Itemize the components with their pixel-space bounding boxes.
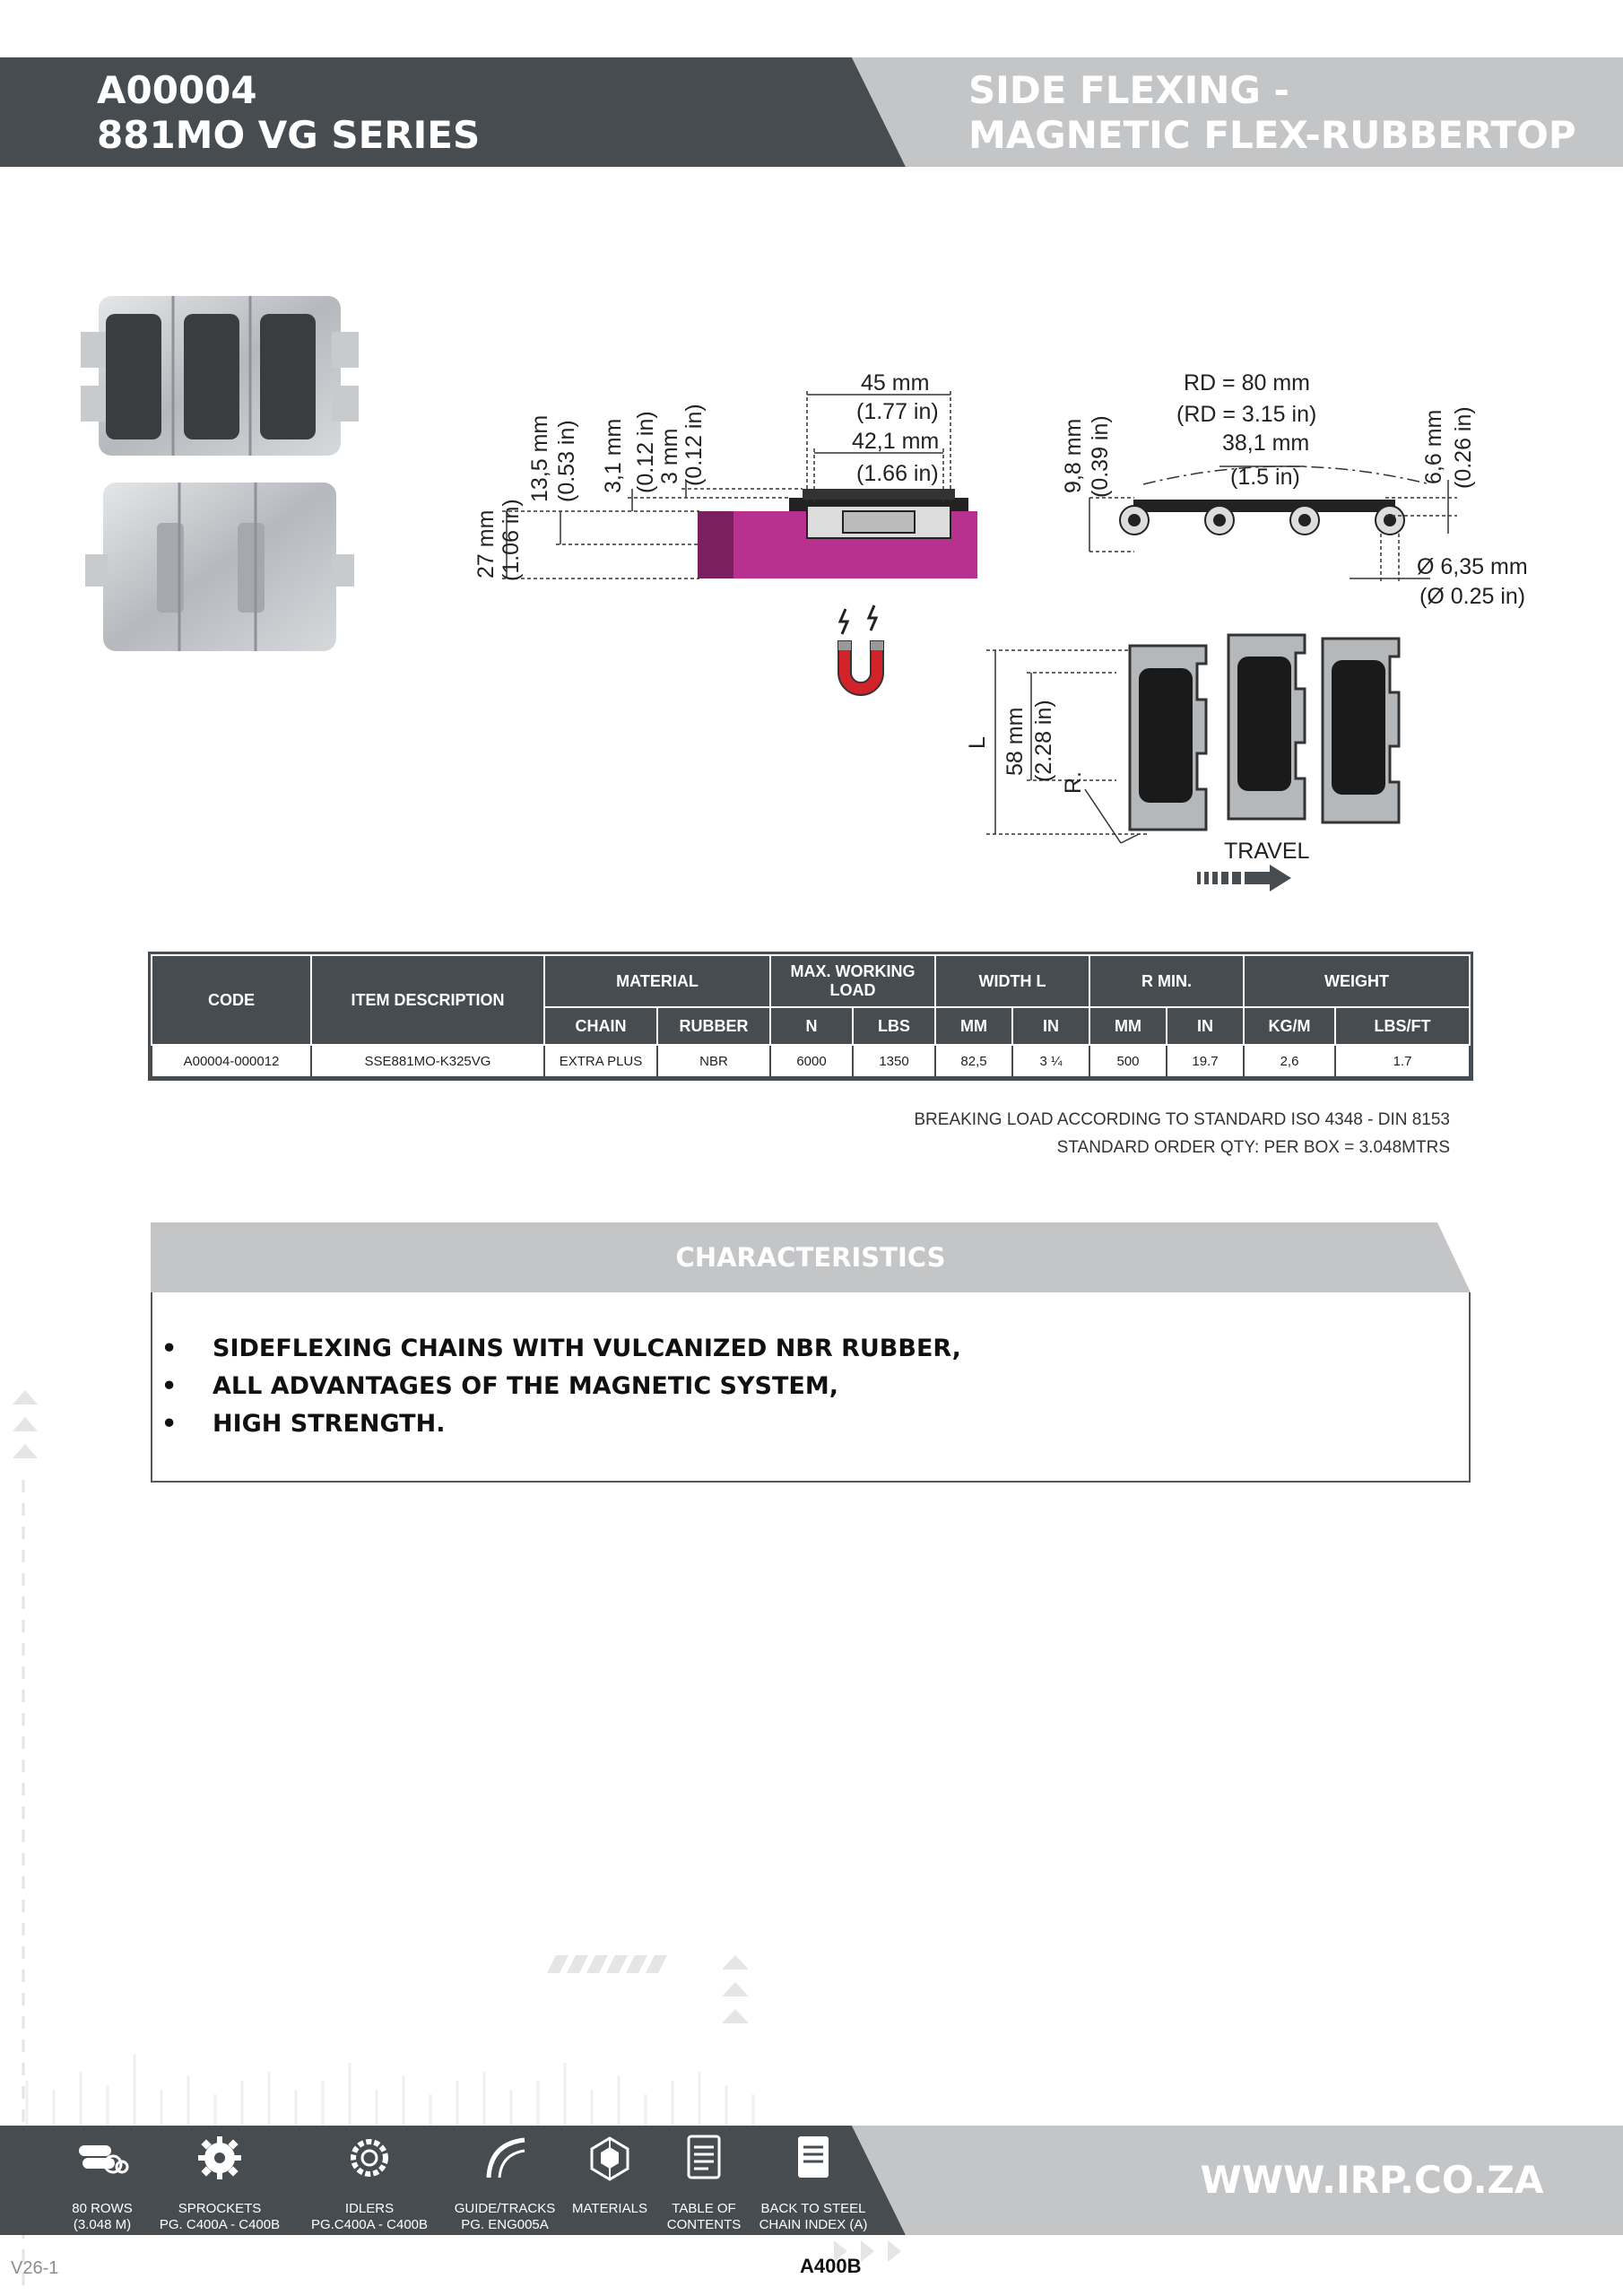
document-icon (788, 2133, 838, 2183)
nav-idlers[interactable]: IDLERS PG.C400A - C400B (308, 2133, 430, 2233)
page-number: A400B (800, 2255, 862, 2277)
th-max-load: MAX. WORKING LOAD (770, 955, 935, 1007)
category-line1: SIDE FLEXING - (968, 68, 1289, 112)
th-item-description: ITEM DESCRIPTION (311, 955, 544, 1045)
characteristics-title: CHARACTERISTICS (675, 1242, 946, 1273)
list-item: ALL ADVANTAGES OF THE MAGNETIC SYSTEM, (213, 1372, 838, 1400)
th-material: MATERIAL (544, 955, 770, 1007)
product-code: A00004 (97, 68, 257, 112)
nav-table-of-contents[interactable]: TABLE OF CONTENTS (664, 2133, 744, 2233)
th-rubber: RUBBER (657, 1007, 770, 1045)
cell-lbs: 1350 (853, 1045, 935, 1077)
website-link[interactable]: WWW.IRP.CO.ZA (1200, 2158, 1544, 2202)
dim-radius-r: R. (1061, 771, 1086, 794)
dim-height-3-in: (0.12 in) (681, 404, 707, 486)
nav-materials[interactable]: MATERIALS (570, 2133, 649, 2217)
table-row (152, 1045, 1470, 1077)
cell-rin: 19.7 (1167, 1045, 1244, 1077)
category-title (968, 68, 1576, 158)
th-rmm: MM (1089, 1007, 1167, 1045)
dim-length-58-in: (2.28 in) (1031, 700, 1056, 782)
cell-kgm: 2,6 (1244, 1045, 1335, 1077)
dim-pitch-in: (1.5 in) (1230, 465, 1300, 490)
th-lbs: LBS (853, 1007, 935, 1045)
dim-height-66: 6,6 mm (1421, 409, 1446, 484)
cell-in: 3 ¼ (1012, 1045, 1089, 1077)
nav-back-to-steel-index[interactable]: BACK TO STEEL CHAIN INDEX (A) (758, 2133, 869, 2233)
chain-rolls-icon (77, 2133, 127, 2183)
cell-rubber: NBR (657, 1045, 770, 1077)
dim-height-13-in: (0.53 in) (554, 420, 579, 502)
dim-height-98: 9,8 mm (1061, 418, 1086, 493)
th-rmin: R MIN. (1089, 955, 1244, 1007)
cell-chain: EXTRA PLUS (544, 1045, 657, 1077)
dim-height-27: 27 mm (473, 509, 499, 578)
th-chain: CHAIN (544, 1007, 657, 1045)
dim-height-31-in: (0.12 in) (633, 411, 658, 493)
list-item: HIGH STRENGTH. (213, 1410, 446, 1438)
top-view-diagram (965, 628, 1453, 897)
idler-icon (344, 2133, 395, 2183)
th-lbsft: LBS/FT (1335, 1007, 1470, 1045)
dim-pin: Ø 6,35 mm (1417, 554, 1528, 579)
nav-guide-tracks[interactable]: GUIDE/TRACKS PG. ENG005A (448, 2133, 561, 2233)
spec-table (151, 954, 1471, 1078)
th-kgm: KG/M (1244, 1007, 1335, 1045)
product-photo (81, 287, 359, 664)
dim-height-98-in: (0.39 in) (1088, 415, 1113, 498)
travel-label: TRAVEL (1224, 839, 1310, 864)
series-name: 881MO VG SERIES (97, 113, 481, 157)
version-label: V26-1 (11, 2258, 59, 2278)
category-line2: MAGNETIC FLEX-RUBBERTOP (968, 113, 1576, 157)
guide-track-icon (480, 2133, 530, 2183)
nav-80-rows[interactable]: 80 ROWS (3.048 M) (56, 2133, 149, 2233)
dim-pin-in: (Ø 0.25 in) (1419, 584, 1526, 609)
dim-height-13: 13,5 mm (527, 414, 552, 502)
cell-lbsft: 1.7 (1335, 1045, 1470, 1077)
cross-section-diagram (466, 359, 995, 718)
materials-icon (585, 2133, 635, 2183)
cell-code: A00004-000012 (152, 1045, 311, 1077)
document-icon (679, 2133, 729, 2183)
th-n: N (770, 1007, 853, 1045)
sprocket-icon (195, 2133, 245, 2183)
order-qty-note: STANDARD ORDER QTY: PER BOX = 3.048MTRS (1056, 1138, 1450, 1157)
dim-width-42: 42,1 mm (852, 429, 940, 454)
travel-arrow-icon (1197, 865, 1291, 891)
th-in: IN (1012, 1007, 1089, 1045)
dim-width-42-in: (1.66 in) (856, 461, 939, 486)
list-item: SIDEFLEXING CHAINS WITH VULCANIZED NBR RUBBER, (213, 1335, 961, 1362)
dim-pitch: 38,1 mm (1222, 430, 1310, 456)
dim-height-31: 3,1 mm (601, 418, 626, 493)
th-code: CODE (152, 955, 311, 1045)
dim-radius-in: (RD = 3.15 in) (1176, 402, 1317, 427)
cell-n: 6000 (770, 1045, 853, 1077)
dim-width-45-in: (1.77 in) (856, 399, 939, 424)
cell-description: SSE881MO-K325VG (311, 1045, 544, 1077)
magnet-icon (829, 605, 892, 709)
nav-sprockets[interactable]: SPROCKETS PG. C400A - C400B (154, 2133, 285, 2233)
product-code-title (97, 68, 480, 158)
dim-height-3: 3 mm (657, 428, 682, 484)
th-width: WIDTH L (935, 955, 1089, 1007)
cell-rmm: 500 (1089, 1045, 1167, 1077)
dim-length-58: 58 mm (1002, 707, 1028, 776)
side-view-diagram (1054, 363, 1538, 619)
characteristics-list: • SIDEFLEXING CHAINS WITH VULCANIZED NBR RUBBER, • ALL ADVANTAGES OF THE MAGNETIC SYSTEM, • HIGH STRENGTH. (161, 1335, 961, 1438)
th-rin: IN (1167, 1007, 1244, 1045)
cell-mm: 82,5 (935, 1045, 1012, 1077)
dim-width-45: 45 mm (861, 370, 930, 396)
dim-radius: RD = 80 mm (1184, 370, 1311, 396)
dim-length-l: L (965, 736, 990, 749)
dim-height-27-in: (1.06 in) (499, 499, 524, 581)
breaking-load-note: BREAKING LOAD ACCORDING TO STANDARD ISO 4348 - DIN 8153 (914, 1110, 1450, 1129)
dim-height-66-in: (0.26 in) (1451, 406, 1476, 489)
th-weight: WEIGHT (1244, 955, 1470, 1007)
th-mm: MM (935, 1007, 1012, 1045)
